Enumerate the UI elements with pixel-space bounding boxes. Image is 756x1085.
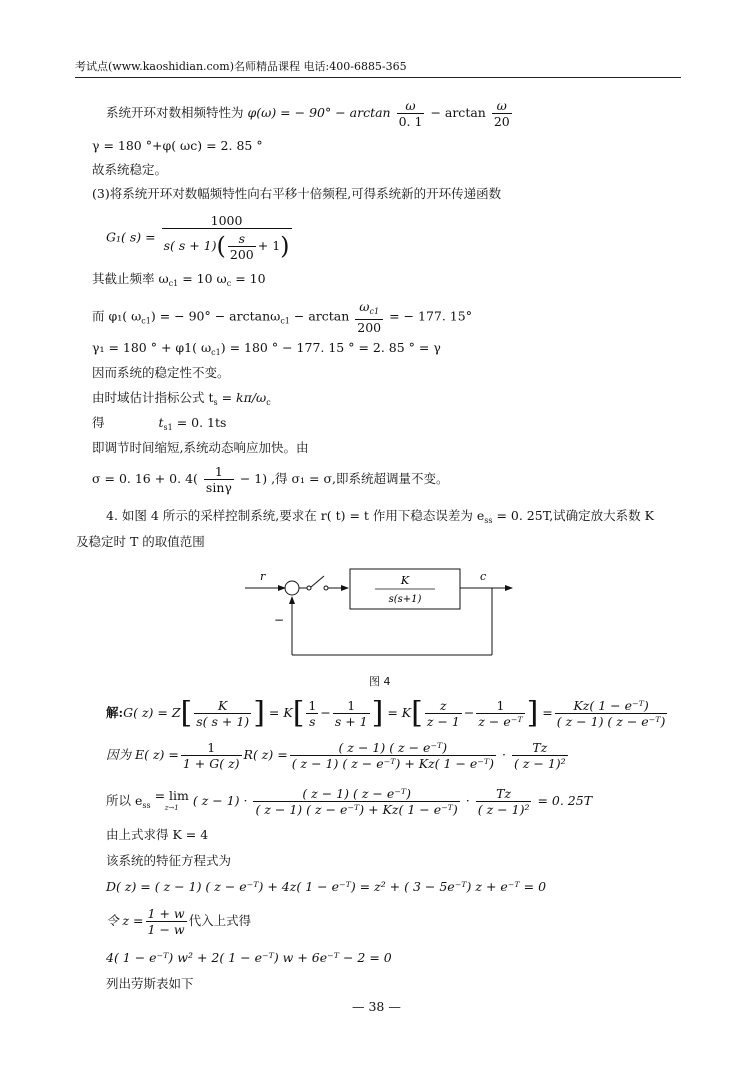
settling-time-result: 得 $t_{s1} = 0$. 1ts [92,415,227,432]
gamma-line: γ = 180 °+φ( ωc) = 2. 85 ° [92,138,263,153]
solution-gz: 解:G( z) = Z[ $\frac{K}{s( s + 1)}$ ] = K[ $\frac{1}{s}$ − $\frac{1}{s + 1}$ ] = K[ $\frac{z}{z - 1}$ − $\frac{1}{\text{z − e⁻ᵀ}}$ ] = $\frac{\text{Kz( 1 − e⁻ᵀ)}}{\text{( z − 1) ( z − e⁻ᵀ)}}$ [106,695,666,731]
overshoot-line: σ = 0. 16 + 0. 4( $\frac{1}{\sin\gamma}$ − 1) ,得 σ₁ = σ,即系统超调量不变。 [92,464,449,495]
sampler-contact-left [307,586,311,590]
time-domain-formula: 由时域估计指标公式 $t_s = k\pi/\omega_c$ [92,390,271,407]
page-number: — 38 — [352,999,401,1014]
solution-w-substitution: 令 z = $\frac{1 + w}{1 - w}$ 代入上式得 [106,906,252,937]
stable-conclusion: 故系统稳定。 [92,162,168,177]
response-faster-line: 即调节时间缩短,系统动态响应加快。由 [92,440,309,455]
cutoff-frequency-line: 其截止频率 $\omega_{c1} = 10$ $\omega_c = 10$ [92,271,266,288]
input-label: r [260,570,266,583]
solution-w-equation: 4( 1 − e⁻ᵀ) w² + 2( 1 − e⁻ᵀ) w + 6e⁻ᵀ − 2 = 0 [106,950,392,965]
sampler-contact-right [324,586,328,590]
solution-char-eq: D( z) = ( z − 1) ( z − e⁻ᵀ) + 4z( 1 − e⁻ᵀ) = z² + ( 3 − 5e⁻ᵀ) z + e⁻ᵀ = 0 [106,879,547,894]
minus-sign: − [274,613,285,627]
solution-char-eq-title: 该系统的特征方程式为 [106,853,232,868]
sampler-switch [311,576,324,587]
output-label: c [480,570,487,583]
figure-caption: 图 4 [369,675,391,688]
g1-transfer-function: G₁( s) = 1000 s( s + 1)( $\frac{s}{200}$ + 1) [106,213,290,262]
block-numerator: K [400,574,410,587]
problem4-statement: 4. 如图 4 所示的采样控制系统,要求在 r( t) = t 作用下稳态误差为 $e_{ss} = 0$. 25T,试确定放大系数 K [106,508,654,525]
sampled-control-block-diagram [240,560,530,665]
problem4-statement-cont: 及稳定时 T 的取值范围 [76,534,205,549]
solution-routh-intro: 列出劳斯表如下 [106,976,194,991]
phase-at-cutoff-line: 而 φ₁( $\omega_{c1}$) = − 90° − arctanω$_{c1}$ − arctan $\frac{\omega_{c1}}{200}$ = − 177. 15° [92,299,472,335]
phase-frequency-line: 系统开环对数相频特性为 φ(ω) = − 90° − arctan $\frac{\omega}{0. 1}$ − arctan $\frac{\omega}{20}$ [106,98,510,129]
gamma1-line: γ₁ = 180 ° + φ1( $\omega_{c1}) = 180$ ° − 177. 15 ° = 2. 85 ° = γ [92,340,441,357]
part3-statement: (3)将系统开环对数幅频特性向右平移十倍频程,可得系统新的开环传递函数 [92,186,502,201]
block-denominator: s(s+1) [388,594,422,605]
solution-ez: 因为 E( z) = $\frac{1}{1 + G( z)}$ R( z) = $\frac{\text{( z − 1) ( z − e⁻ᵀ)}}{\text{( z − 1) ( z − e⁻ᵀ) + Kz( 1 − e⁻ᵀ)}}$ · $\frac{Tz}{\text{( z − 1)²}}$ [106,740,566,771]
page-header: 考试点(www.kaoshidian.com)名师精品课程 电话:400-6885-365 [75,60,407,73]
solution-k-result: 由上式求得 K = 4 [106,827,209,842]
solution-ess: 所以 $e_{ss}$ = lim z→1 ( z − 1) · $\frac{\text{( z − 1) ( z − e⁻ᵀ)}}{\text{( z − 1) ( z − e⁻ᵀ) + Kz( 1 − e⁻ᵀ)}}$ · $\frac{Tz}{\text{( z − 1)²}}$ = 0. 25T [106,786,593,817]
summing-junction [285,581,299,595]
stability-unchanged: 因而系统的稳定性不变。 [92,365,230,380]
header-rule [75,77,681,78]
